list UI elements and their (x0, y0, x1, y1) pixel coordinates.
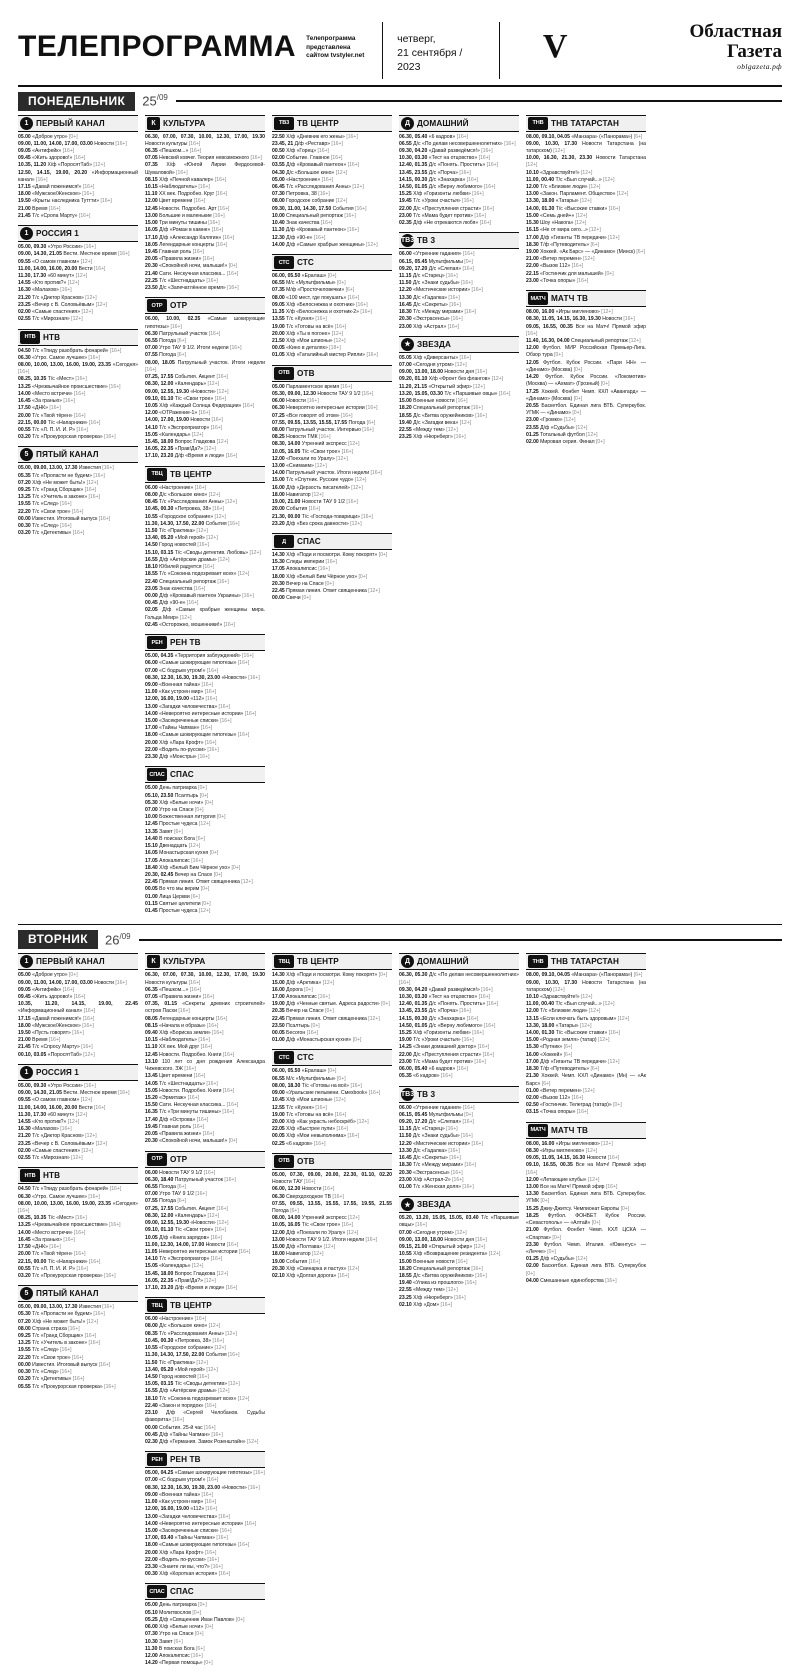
channel-logo-icon: РЕН (147, 636, 167, 649)
channel-block (526, 115, 646, 286)
channel-name: ДОМАШНИЙ (417, 957, 469, 967)
channel-header[interactable] (526, 115, 646, 132)
program-listing: 05.05 Х/ф «Диверсанты» [16+] 07.00 «Сегодня утром» [12+] 09.00, 13.00, 18.00 Новости дня [16+] 09.20, 01.10 Х/ф «Фронт без флангов» [12+] 11.20, 21.15 «Открытый эфир» [12+] 13.20, 15.05, 03.30 Т/с «Паршивые овцы» [16+] 15.00 Военные новости [16+] 18.20 Специальный репортаж [16+] 18.55 Д/с «Битва оружейников» [16+] 19.40 Д/с «Загадки века» [12+] 22.55 «Между тем» [12+] 23.25 Х/ф «Нюрнберг» [16+] (399, 354, 511, 441)
masthead-credit: Телепрограмма представлена сайтом tvstyler.net (306, 35, 365, 60)
channel-name: ТВ 3 (417, 236, 436, 246)
channel-header[interactable] (145, 1151, 265, 1168)
channel-logo-icon: ТВЦ (147, 468, 167, 481)
channel-name: ТНВ ТАТАРСТАН (551, 957, 620, 967)
tuesday-col-4 (399, 953, 519, 1672)
program-listing: 06.00, 05.50 «Ералаш» [0+] 06.55 М/с «Мультфильмы» [0+] 08.00, 18.30 Т/с «Готовы на всё» [16+] 09.00 «Уральские пельмени. Смехbook» [16+] 10.45 Х/ф «Мои шпионы» [12+] 12.55 Т/с «Кухня» [16+] 19.00 Т/с «Готовы на всё» [16+] 20.00 Х/ф «Как украсть небоскрёб» [12+] 22.05 Х/ф «Быстрее пули» [16+] 00.05 Х/ф «Мои невыполнима» [16+] 02.25 «6 кадров» [16+] (272, 1068, 381, 1147)
page-title: ТЕЛЕПРОГРАММА (18, 30, 297, 63)
channel-name: РОССИЯ 1 (36, 1067, 79, 1077)
channel-header[interactable] (272, 1049, 392, 1066)
day-date-number: 25 (142, 93, 157, 109)
program-listing: 06.30, 07.00, 07.30, 10.00, 12.30, 17.00, 19.30 Новости культуры [16+] 06.35 «Пешком...» [16+] 07.05 «Правила жизни» [16+] 07.35, 01.15 «Секреты древних строителей» остров Пасхи [16+] 08.05 Легендарные концерты [16+] 08.15 «Начала и образы» [16+] 09.40 Х/ф «Бориска земли» [16+] 10.15 «Наблюдатель» [16+] 11.10 ХХ век. Мой друг [16+] 12.45 Новости. Подробно. Книги [16+] 13.10 110 лет со дня рождения Александра Чижевского. ЗЖ [16+] 13.45 Цвет времени [16+] 14.05 Т/с «Шестнадцать» [16+] 15.05 Новости. Подробно. Книги [16+] 15.20 «Эрмитаж» [16+] 15.50 Сати. Нескучная классика... [16+] 16.35 Т/с «Три минуты тишины» [16+] 17.40 Д/ф «Острова» [16+] 19.45 Главная роль [16+] 20.05 «Правила жизни» [16+] 20.30 «Спокойной ночи, малыши!» [0+] (145, 972, 265, 1145)
channel-name: РЕН ТВ (170, 638, 201, 648)
channel-block (145, 466, 265, 629)
channel-name: ТВ ЦЕНТР (170, 1301, 212, 1311)
channel-logo-icon: ОТР (147, 299, 167, 312)
program-listing: 05.00 Парламентское время [16+] 05.30, 09.00, 12.30 Новости ТАУ 9 1/2 [16+] 06.00 Новости [16+] 06.30 Невероятно интересные истории [16+] 07.25 «Все говорят об этом» [16+] 07.55, 09.55, 13.55, 15.55, 17.55 Погода [6+] 08.00 Патрульный участок. Интервью [16+] 08.25 Новости ТМК [16+] 08.30, 14.00 Утренний экспресс [12+] 10.05, 16.05 Т/с «Свои трое» [16+] 12.00 «Поехали по Уралу» [12+] 13.00 «Снимаем» [12+] 14.00 Патрульный участок. Итоги недели [16+] 15.00 Т/с «Спутник. Русские чудо» [12+] 16.00 Д/ф «Дерзость писателей» [12+] 18.00 Навигатор [12+] 19.00, 21.00 Новости ТАУ 9 1/2 [16+] 20.00 События [16+] 21.30, 00.00 Т/с «Господа-товарищи» [16+] 23.20 Д/ф «Без срока давности» [12+] (272, 383, 382, 527)
channel-header[interactable] (18, 329, 138, 346)
program-listing: 08.00, 09.10, 04.05 «Манзара» («Панорама») [6+] 09.00, 10.30, 17.30 Новости Татарстана (на татарском) [12+] 10.00, 16.30, 21.30, 23.30 Новости Татарстана [12+] 10.10 «Здравствуйте!» [12+] 11.00, 00.40 Т/с «Был случай...» [12+] 12.00 Т/с «Близкие люди» [12+] 13.00 «Закон. Парламент. Общество» [12+] 13.30, 18.00 «Татары» [12+] 14.00, 01.30 Т/с «Высокие ставки» [16+] 15.00 «Семь дней+» [12+] 15.30 Шоу «Накога» [12+] 16.15 «Не от мира сего...» [12+] 17.00 Д/ф «Гиганты ТВ передачи» [12+] 18.30 Т/ф «Путеводитель» [6+] 19.00 Хоккей. «Ак Барс» — «Динамо» (Минск) [6+] 21.00 «Ветер перемен» [12+] 22.00 «Вызов 112» [16+] 22.15 «Гостинчик для малышей» [0+] 23.00 «Точка опоры» [16+] (526, 133, 646, 284)
channel-block (272, 115, 392, 250)
channel-name: МАТЧ ТВ (551, 294, 588, 304)
program-listing: 05.00, 04.25 «Самые шокирующие гипотезы» [16+] 07.00 «С бодрым утром!» [16+] 08.30, 12.30, 16.30, 19.30, 23.00 «Новости» [16+] 09.00 «Военная тайна» [16+] 11.00 «Как устроен мир» [16+] 12.00, 16.00, 19.00 «112» [16+] 13.00 «Загадки человечества» [16+] 14.00 «Невероятно интересные истории» [16+] 15.00 «Засекреченные списки» [16+] 17.00, 03.40 «Тайны Чапман» [16+] 18.00 «Самые шокирующие гипотезы» [16+] 20.00 Х/ф «Лара Крофт» [16+] 22.00 «Водить по-русски» [16+] 23.30 «Знаете ли вы, что?» [16+] 00.30 Х/ф «Короткая история» [16+] (145, 1470, 265, 1578)
tuesday-col-5 (526, 953, 646, 1672)
program-listing: 05.00, 09.30 «Утро России» [16+] 09.00, 14.30, 21.05 Вести. Местное время [16+] 09.55 «О самом главном» [12+] 11.00, 14.00, 16.00, 20.00 Вести [16+] 11.30, 17.30 «60 минут» [12+] 14.55 «Кто против?» [12+] 16.30 «Малахов» [16+] 21.20 Т/с «Диктор Краснов» [12+] 23.25 «Вечер с В. Соловьёвым» [12+] 02.00 «Самые спастения» [12+] 02.55 Т/с «Мирозная» [12+] (18, 1082, 130, 1162)
channel-header[interactable] (272, 953, 392, 970)
channel-logo-icon: ТВ3 (401, 1088, 414, 1101)
channel-name: ТВ ЦЕНТР (170, 469, 212, 479)
channel-logo-icon: МАТЧ (528, 1124, 548, 1137)
monday-col-2 (145, 115, 265, 921)
program-listing: 05.00 День патриарха [0+] 05.10 Молитвослов [0+] 05.25 Д/ф «Священник Иван Павлов» [0+] 06.00 Х/ф «Белые ночи» [0+] 07.30 Утро на Спасе [0+] 10.30 Завет [6+] 11.30 В поисках Бога [6+] 12.00 Апокалипсис [16+] 14.20 «Первая помощь» [0+] (145, 1602, 245, 1667)
program-listing: 06.00 «Настроение» [16+] 08.00 Д/с «Большое кино» [12+] 08.45 Т/с «Расследования Анны» [12+] 10.45, 00.30 «Петровка, 38» [16+] 10.55 «Городское собрание» [12+] 11.30, 14.30, 17.50, 22.00 События [16+] 11.50 Т/с «Практика» [12+] 13.40, 05.20 «Мой герой» [12+] 14.50 Город новостей [16+] 15.10, 03.15 Т/с «Своды детектив. Любовь» [12+] 16.55 Д/ф «Актёрские драмы» [12+] 18.10 Юбилей радуется [16+] 18.55 Т/с «Сокоина подозревает всех» [12+] 22.40 Специальный репортаж [16+] 23.05 Знак качества [16+] 00.00 Д/ф «Кровавый пантеон Украины» [16+] 00.45 Д/ф «90-е» [16+] 02.05 Д/ф «Самые храбрые женщины мира. Гольда Меир» [12+] 02.45 «Осторожно, мошенники!» [16+] (145, 484, 265, 628)
channel-logo-icon: НТВ (20, 331, 40, 344)
publisher-name-line1: Областная (689, 21, 782, 42)
channel-name: ОТВ (297, 368, 315, 378)
program-listing: 06.30, 05.30 Д/с «По делам несовершеннолетних» [16+] 09.30, 04.20 «Давай разведёмся!» [16+] 10.30, 03.30 «Тест на отцовство» [16+] 12.40, 01.35 Д/с «Понять. Простить» [16+] 13.45, 23.55 Д/с «Порча» [16+] 14.15, 00.30 Д/с «Знахарка» [16+] 14.50, 01.05 Д/с «Верну любимого» [16+] 15.25 Х/ф «Горизонты любви» [16+] 19.00 Т/с «Уроки счастья» [16+] 14.25 «Знаки домашний доктор» [16+] 22.00 Д/с «Преступления страсти» [16+] 23.00 Т/с «Мама будет против» [16+] 06.00, 05.40 «6 кадров» [16+] 05.35 «6 кадров» [16+] (399, 972, 520, 1080)
monday-col-3 (272, 115, 392, 921)
channel-header[interactable] (18, 1064, 138, 1081)
channel-logo-icon: ★ (401, 338, 414, 351)
tuesday-col-3 (272, 953, 392, 1672)
channel-header[interactable] (526, 953, 646, 970)
day-date-number: 26 (105, 932, 120, 948)
program-listing: 05.00, 09.00, 13.00, 17.30 Известия [16+] 05.30 Т/с «Пропасти не будем» [16+] 07.20 Х/ф «Не может быть!» [12+] 08.00 Страна страха [16+] 09.25 Т/с «Гранд Сборщик» [16+] 13.25 Т/с «Учитель в законе» [16+] 19.55 Т/с «След» [16+] 22.20 Т/с «Свои трое» [16+] 00.00 Известия. Итоговый выпуск [16+] 00.30 Т/с «След» [16+] 03.20 Т/с «Детективы» [16+] 05.55 Т/с «Прокурорская проверка» [16+] (18, 1304, 116, 1390)
monday-col-4 (399, 115, 519, 921)
channel-header[interactable] (399, 953, 519, 970)
channel-header[interactable] (399, 1086, 519, 1103)
program-listing: 06.00 «Настроение» [16+] 08.00 Д/с «Большое кино» [12+] 08.35 Т/с «Расследования Анны» [12+] 10.45, 00.30 «Петровка, 38» [16+] 10.55 «Городское собрание» [12+] 11.30, 14.30, 17.50, 22.00 События [16+] 11.50 Т/с «Практика» [12+] 13.40, 05.20 «Мой герой» [12+] 14.50 Город новостей [16+] 15.05, 03.15 Т/с «Своды детектив» [12+] 16.55 Д/ф «Актёрские драмы» [12+] 18.10 Т/с «Сокоина подозревает всех» [12+] 22.40 «Закон и порядок» [16+] 23.10 Д/ф «Сергей Челобанов. Судьбы фаворита» [16+] 00.00 События. 25-й час [16+] 00.45 Д/ф «Тайны Чапман» [16+] 02.30 Д/ф «Германия. Замок Розенштайн» [12+] (145, 1316, 265, 1445)
channel-block (272, 533, 392, 603)
channel-header[interactable] (145, 1583, 265, 1600)
channel-header[interactable] (18, 953, 138, 970)
channel-block (272, 254, 392, 360)
channel-block (18, 329, 138, 442)
program-listing: 05.00 День патриарха [0+] 05.10, 23.50 Псалтырь [0+] 05.30 Х/ф «Белые ночи» [0+] 07.00 Утро на Спасе [0+] 10.00 Божественная литургия [0+] 12.45 Простые чудеса [12+] 13.35 Завет [6+] 14.40 В поисках Бога [6+] 15.10 Двенадцать [12+] 16.05 Монастырская кухня [0+] 17.05 Апокалипсис [16+] 18.40 Х/ф «Белый Бим Чёрное ухо» [0+] 20.30, 02.45 Вечер на Спасе [0+] 22.45 Прямая линия. Ответ священника [12+] 00.05 Во что мы верим [0+] 01.00 Лица Церкви [6+] 01.15 Святые целители [0+] 01.45 Простые чудеса [12+] (145, 785, 253, 915)
band-rule (176, 100, 782, 102)
channel-name: ОТВ (297, 1156, 315, 1166)
channel-block (399, 232, 519, 330)
issue-date-value: 21 сентября / 2023 (397, 47, 463, 74)
tuesday-col-2 (145, 953, 265, 1672)
channel-logo-icon: ОТВ (274, 367, 294, 380)
program-listing: 06.00 Новости ТАУ 9 1/2 [16+] 06.30, 18.40 Патрульный участок [16+] 06.55 Погода [6+] 07.00 Утро ТАУ 9 1/2 [16+] 07.55 Погода [6+] 07.25, 17.55 События. Акцент [16+] 08.30, 12.00 «Календарь» [12+] 09.00, 12.55, 19.30 «Новости» [12+] 09.10, 01.10 Т/с «Свои трое» [16+] 10.05 Д/ф «Книга зарядов» [16+] 11.00, 12.30, 14.00, 17.00 Новости [16+] 11.05 Невероятно интересные истории [16+] 14.10 Т/с «Экспроприатор» [16+] 15.05 «Календарь» [12+] 15.45, 18.00 Вопрос Гладкова [12+] 16.05, 22.35 «Прав!Да?» [12+] 17.10, 23.20 Д/ф «Время и люди» [16+] (145, 1169, 251, 1292)
channel-logo-icon: Д (274, 535, 294, 548)
channel-block (526, 953, 646, 1116)
channel-name: ЗВЕЗДА (417, 339, 451, 349)
day-band-monday (18, 92, 782, 111)
channel-logo-icon: 5 (20, 1287, 33, 1300)
channel-header[interactable] (18, 1167, 138, 1184)
channel-name: ОТР (170, 1154, 188, 1164)
channel-name: МАТЧ ТВ (551, 1125, 588, 1135)
channel-block (145, 297, 265, 460)
channel-block (145, 1583, 265, 1667)
channel-block (272, 1049, 392, 1147)
channel-logo-icon: 1 (20, 1066, 33, 1079)
program-listing: 08.00, 09.10, 04.05 «Манзара» («Панорама») [6+] 09.00, 10.30, 17.30 Новости Татарстана (на татарском) [12+] 10.10 «Здравствуйте!» [12+] 11.00, 00.40 Т/с «Был случай...» [12+] 12.00 Т/с «Близкие люди» [12+] 13.15 «Если ключать быть здоровым» [12+] 13.30, 18.00 «Татары» [12+] 14.00, 01.30 Т/с «Высокие ставки» [16+] 15.00 «Родная земля» (татар) [12+] 15.30 «Путник» [6+] 16.00 «Хоккей» [6+] 17.00 Д/ф «Гиганты ТВ передачи» [12+] 18.30 Т/ф «Путеводитель» [6+] 21.30 Хоккей. Чемп. КХЛ «Динамо» (Мн) — «Ак Барс» [6+] 01.00 «Ветер перемен» [12+] 02.00 «Вызов 112» [16+] 02.50 «Гостинчик. Телеград (татар)» [0+] 03.15 «Точка опоры» [16+] (526, 972, 646, 1116)
channel-logo-icon: СПАС (147, 1585, 167, 1598)
channel-logo-icon: К (147, 117, 160, 130)
day-date (105, 932, 131, 947)
channel-header[interactable] (272, 533, 392, 550)
channel-name: ТВ 3 (417, 1089, 436, 1099)
channel-logo-icon: НТВ (20, 1169, 40, 1182)
channel-header[interactable] (145, 1451, 265, 1468)
channel-logo-icon: ОТР (147, 1153, 167, 1166)
channel-logo-icon: Д (401, 117, 414, 130)
program-listing: 06.00 «Утренние гадания» [16+] 06.15, 05.45 Мультфильмы [0+] 09.20, 17.20 Д/с «Слепая» [16+] 11.15 Д/с «Старец» [16+] 11.50 Д/с «Знаки судьбы» [16+] 12.20 «Мистические истории» [16+] 13.30 Д/с «Гадалка» [16+] 16.45 Д/с «Секреты» [16+] 18.30 Т/с «Между мирами» [16+] 20.30 «Экстрасенсы» [16+] 23.00 Х/ф «Астрал» [16+] (399, 251, 483, 330)
channel-name: СТС (297, 258, 314, 268)
channel-header[interactable] (145, 466, 265, 483)
channel-block (145, 766, 265, 915)
program-listing: 05.00, 09.00, 13.00, 17.30 Известия [16+] 05.35 Т/с «Пропасти не будем» [16+] 07.20 Х/ф «Не может быть!» [12+] 09.25 Т/с «Гранд Сборщик» [16+] 13.25 Т/с «Учитель в законе» [16+] 19.55 Т/с «След» [16+] 22.20 Т/с «Свои трое» [16+] 00.00 Известия. Итоговый выпуск [16+] 00.30 Т/с «След» [16+] 03.20 Т/с «Детективы» [16+] (18, 465, 114, 537)
channel-logo-icon: СТС (274, 1051, 294, 1064)
channel-name: ОТР (170, 301, 188, 311)
channel-name: СПАС (170, 770, 194, 780)
channel-block (526, 290, 646, 446)
channel-name: СПАС (297, 537, 321, 547)
day-divider (18, 924, 782, 925)
channel-header[interactable] (145, 297, 265, 314)
channel-block (145, 953, 265, 1145)
channel-header[interactable] (145, 115, 265, 132)
channel-block (145, 1451, 265, 1578)
channel-block (399, 115, 519, 228)
channel-name: НТВ (43, 332, 61, 342)
program-listing: 05.00, 04.35 «Территория заблуждений» [16+] 06.00 «Самые шокирующие гипотезы» [16+] 07.00 «С бодрым утром!» [16+] 08.30, 12.30, 16.30, 19.30, 23.00 «Новости» [16+] 09.00 «Военная тайна» [16+] 11.00 «Как устроен мир» [16+] 12.00, 16.00, 19.00 «112» [16+] 13.00 «Загадки человечества» [16+] 14.00 «Невероятно интересные истории» [16+] 15.00 «Засекреченные списки» [16+] 17.00 «Тайны Чапман» [16+] 18.00 «Самые шокирующие гипотезы» [16+] 20.00 Х/ф «Лара Крофт» [16+] 22.00 «Водить по-русски» [16+] 23.30 Д/ф «Монстры» [16+] (145, 653, 260, 761)
channel-name: ДОМАШНИЙ (417, 118, 469, 128)
monday-col-5 (526, 115, 646, 921)
channel-name: СТС (297, 1053, 314, 1063)
channel-name: ТВ ЦЕНТР (297, 118, 339, 128)
channel-block (18, 225, 138, 323)
channel-name: РЕН ТВ (170, 1455, 201, 1465)
program-listing: 06.30, 05.40 «6 кадров» [16+] 06.55 Д/с «По делам несовершеннолетних» [16+] 09.30, 04.20 «Давай разведёмся!» [16+] 10.30, 03.30 «Тест на отцовство» [16+] 12.40, 01.35 Д/с «Понять. Простить» [16+] 13.45, 23.55 Д/с «Порча» [16+] 14.15, 00.30 Д/с «Знахарка» [16+] 14.50, 01.05 Д/с «Верну любимого» [16+] 15.25 Х/ф «Горизонты любви» [16+] 19.45 Т/с «Уроки счастья» [16+] 22.00 Д/с «Преступления страсти» [16+] 23.00 Т/с «Мама будет против» [16+] 02.35 Д/ф «Не отрекаются любя» [16+] (399, 133, 516, 227)
channel-name: СПАС (170, 1587, 194, 1597)
channel-header[interactable] (526, 1122, 646, 1139)
program-listing: 06.00 «Утренние гадания» [16+] 06.15, 05.45 Мультфильмы [0+] 09.20, 17.20 Д/с «Слепая» [16+] 11.15 Д/с «Старец» [16+] 11.50 Д/с «Знаки судьбы» [16+] 12.20 «Мистические истории» [16+] 13.30 Д/с «Гадалка» [16+] 16.45 Д/с «Секреты» [16+] 18.30 Т/с «Между мирами» [16+] 20.30 «Экстрасенсы» [16+] 23.00 Х/ф «Астрал-2» [16+] 01.00 Т/с «Женская доля» [16+] (399, 1104, 483, 1190)
program-listing: 05.00 «Доброе утро» [0+] 09.00, 11.00, 14.00, 17.00, 03.00 Новости [16+] 09.05 «Антифейк» [16+] 09.45 «Жить здорово!» [16+] 10.35, 11.20, 14.15, 19.00, 22.45 «Информационный канал» [16+] 17.15 «Давай поженимся!» [16+] 18.00 «Мужское/Женское» [16+] 19.50 «Пусть говорят» [16+] 21.00 Время [16+] 21.45 Т/с «Спросу Марту» [16+] 00.10, 03.05 «ПоросятТаб» [12+] (18, 972, 138, 1058)
channel-header[interactable] (18, 446, 138, 463)
channel-logo-icon: Д (401, 955, 414, 968)
channel-logo-icon: РЕН (147, 1453, 167, 1466)
channel-block (18, 1064, 138, 1162)
channel-logo-icon: 1 (20, 955, 33, 968)
publisher-website: oblgazeta.рф (737, 61, 782, 71)
channel-logo-icon: ОТВ (274, 1155, 294, 1168)
channel-logo-icon: ТВ3 (274, 117, 294, 130)
channel-logo-icon: СТС (274, 256, 294, 269)
channel-logo-icon: К (147, 955, 160, 968)
masthead (18, 22, 782, 87)
publisher-name-line2: Газета (726, 40, 782, 62)
day-band-tuesday (18, 930, 782, 949)
channel-header[interactable] (399, 115, 519, 132)
program-listing: 06.00, 10.00, 02.35 «Самые шокирующие гипотезы» [16+] 06.30 Патрульный участок [16+] 06.55 Погода [6+] 07.00 Утро ТАУ 9 1/2. Итоги недели [16+] 07.55 Погода [6+] 08.00, 18.05 Патрульный участок. Итоги недели [16+] 07.25, 17.55 События. Акцент [16+] 08.30, 12.00 «Календарь» [12+] 09.00, 12.55, 19.30 «Новости» [12+] 09.10, 01.10 Т/с «Свои трое» [16+] 10.05 Х/ф «Каждый Солнца Федерации» [16+] 12.00 «ОТРажение-1» [16+] 14.00, 17.00, 19.00 Новости [16+] 14.10 Т/с «Экспроприатор» [16+] 15.05 «Календарь» [12+] 15.45, 18.00 Вопрос Гладкова [12+] 16.05, 22.35 «Прав!Да?» [12+] 17.10, 23.20 Д/ф «Время и люди» [16+] (145, 316, 266, 460)
channel-block (272, 953, 392, 1044)
channel-name: НТВ (43, 1171, 61, 1181)
program-listing: 06.30, 07.00, 07.30, 10.00, 12.30, 17.00, 19.30 Новости культуры [16+] 06.35 «Пешком...» [16+] 07.05 Невский ковчег. Теория невозможного [16+] 07.35 Х/ф «Юнгой Лирии Фердосевой-Шуваловой» [16+] 08.15 Х/ф «Печной кавалер» [16+] 10.15 «Наблюдатель» [16+] 11.10 ХХ век. Подробно. Круг [16+] 12.00 Цвет времени [16+] 12.45 Новости. Подробно. Арт [16+] 13.00 Большие и маленькие [16+] 15.00 Три минуты тишины [16+] 16.05 Д/ф «Роман в камне» [16+] 17.10 Д/ф «Александр Калягин» [16+] 18.05 Легендарные концерты [16+] 19.45 Главная роль [16+] 20.05 «Правила жизни» [16+] 20.30 «Спокойной ночи, малыши!» [0+] 21.40 Сати. Нескучная классика... [16+] 22.25 Т/с «Шестнадцать» [16+] 23.50 Д/с «Запечатлённое время» [16+] (145, 133, 265, 292)
channel-header[interactable] (145, 1297, 265, 1314)
channel-name: ПЕРВЫЙ КАНАЛ (36, 118, 105, 128)
channel-header[interactable] (272, 254, 392, 271)
channel-name: ПЯТЫЙ КАНАЛ (36, 1289, 99, 1299)
tuesday-col-1 (18, 953, 138, 1672)
channel-header[interactable] (526, 290, 646, 307)
channel-logo-icon: ТНВ (528, 117, 548, 130)
channel-logo-icon: ТВЦ (274, 955, 294, 968)
channel-block (145, 115, 265, 293)
channel-header[interactable] (18, 225, 138, 242)
channel-header[interactable] (399, 336, 519, 353)
channel-name: РОССИЯ 1 (36, 229, 79, 239)
channel-name: ТВ ЦЕНТР (297, 957, 339, 967)
channel-block (145, 1151, 265, 1293)
band-rule (139, 939, 782, 941)
day-date-month: /09 (119, 932, 131, 942)
program-listing: 14.30 Х/ф «Поди и посмотри. Кому покорят» [0+] 15.30 Следы империи [16+] 17.05 Апокалипсис [16+] 18.00 Х/ф «Белый Бим Чёрное ухо» [0+] 20.30 Вечер на Спасе [0+] 22.45 Прямая линия. Ответ священника [12+] 00.00 Свечи [0+] (272, 552, 388, 602)
channel-name: ТНВ ТАТАРСТАН (551, 118, 620, 128)
monday-col-1 (18, 115, 138, 921)
channel-header[interactable] (18, 115, 138, 132)
monday-columns (18, 115, 782, 921)
channel-block (526, 1122, 646, 1285)
channel-header[interactable] (18, 1285, 138, 1302)
channel-header[interactable] (145, 953, 265, 970)
program-listing: 14.30 Х/ф «Поди и посмотри. Кому покорят» [0+] 15.00 Д/ф «Арктика» [12+] 16.00 Дорога [0+] 17.00 Апокалипсис [16+] 19.00 Д/ф «Ченные святые. Адреса радости» [0+] 20.35 Вечер на Спасе [0+] 22.45 Прямая линия. Ответ священника [12+] 23.50 Псалтырь [0+] 00.05 Бесогон [16+] 01.00 Д/ф «Монастырская кухня» [0+] (272, 972, 390, 1044)
publisher-logo (690, 22, 782, 71)
channel-block (18, 1285, 138, 1391)
channel-block (18, 1167, 138, 1280)
channel-logo-icon: МАТЧ (528, 292, 548, 305)
program-listing: 06.00, 05.50 «Ералаш» [0+] 06.55 М/с «Мультфильмы» [0+] 07.35 М/ф «Просточеловечки» [6+] 08.00 «100 мест, где покушать» [16+] 09.05 Х/ф «Белоснежка и охотник» [16+] 11.35 Х/ф «Белоснежка и охотник-2» [16+] 13.55 Т/с «Кухня» [16+] 19.00 Т/с «Готовы на всё» [16+] 20.00 Х/ф «Ты в погоне» [12+] 21.50 Х/ф «Мои шпионы» [12+] 00.05 «Кино в деталях» [18+] 01.05 Х/ф «Гаталийный мистер Рипли» [16+] (272, 273, 378, 359)
issue-weekday: четверг, (397, 33, 436, 45)
day-name: ВТОРНИК (18, 930, 98, 949)
channel-name: КУЛЬТУРА (163, 118, 206, 128)
program-listing: 05.00, 07.30, 09.00, 20.00, 22.30, 01.10, 02.20 Новости ТАУ [16+] 06.00, 12.30 Новости [16+] 06.30 Сверхдоходное ТВ [16+] 07.55, 09.55, 13.55, 15.55, 17.55, 19.55, 21.55 Погода [6+] 08.00, 14.00 Утренний экспресс [12+] 10.05, 16.05 Т/с «Свои трое» [16+] 12.00 Д/ф «Поехали по Уралу» [12+] 13.00 Новости ТАУ 9 1/2. Итоги недели [16+] 15.00 Д/ф «Полтава» [12+] 18.00 Навигатор [12+] 19.00 События [16+] 20.30 Х/ф «Свинарка и пастух» [12+] 02.10 Х/ф «Долгая дорога» [16+] (272, 1171, 392, 1279)
channel-header[interactable] (272, 365, 392, 382)
channel-block (18, 115, 138, 221)
channel-name: ЗВЕЗДА (417, 1200, 451, 1210)
channel-block (272, 1153, 392, 1280)
channel-name: ПЯТЫЙ КАНАЛ (36, 450, 99, 460)
channel-header[interactable] (399, 232, 519, 249)
program-listing: 22.50 Х/ф «Дневник его жены» [16+] 23.45, 21 Д/ф «Реставр» [16+] 00.50 Х/ф «Горец» [16+] 02.00 Событие. Главное [16+] 03.55 Д/ф «Кровавый пантеон» [16+] 04.30 Д/с «Большое кино» [12+] 05.00 «Настроение» [16+] 06.45 Т/с «Расследования Анны» [12+] 07.30 Петровка, 38 [16+] 08.00 Городское собрание [12+] 09.30, 11.00, 14.30, 17.50 События [16+] 10.00 Специальный репортаж [16+] 10.40 Знак качества [16+] 11.30 Д/ф «Кровавый пантеон» [16+] 12.30 Д/ф «90-е» [16+] 14.00 Д/ф «Самые храбрые женщины» [12+] (272, 133, 378, 248)
program-listing: 08.00, 16.00 «Игры мигленово» [12+] 08.30 «Игры мигленово» [12+] 09.05, 11.05, 14.15, 16.30 Новости [16+] 09.10, 16.55, 00.35 Все на Матч! Прямой эфир [16+] 12.00 «Летающие клубы» [12+] 13.00 Все на Матч! Прямой эфир [16+] 13.30 Баскетбол. Единая лига ВТБ. Суперкубок. УГМК [0+] 15.25 Джиу-Джитсу. Чемпионат Европы [0+] 18.25 Футбол. ФОНБЕТ Кубок России. «Севастополь» — «Алтай» [0+] 21.00 Футбол. Фонбет Чемп. КХЛ ЦСКА — «Спартак» [0+] 23.30 Футбол. Чемп. Италия. «Ювентус» — «Лечче» [0+] 01.25 Д/ф «Судьбы» [12+] 02.00 Баскетбол. Единая лига ВТБ. Суперкубок [0+] 04.00 Смешанные единоборства [16+] (526, 1140, 646, 1284)
issue-date (382, 22, 500, 79)
channel-header[interactable] (272, 1153, 392, 1170)
channel-block (145, 634, 265, 761)
channel-header[interactable] (399, 1196, 519, 1213)
channel-logo-icon: 1 (20, 227, 33, 240)
program-listing: 05.20, 13.20, 15.05, 15.05, 03.40 Т/с «Паршивые овцы» [16+] 07.00 «Сегодня утром» [12+] 09.00, 13.00, 18.00 Новости дня [16+] 09.15, 21.00 «Открытый эфир» [12+] 10.55 Х/ф «Возвращение резидента» [12+] 15.00 Военные новости [16+] 18.20 Специальный репортаж [16+] 18.55 Д/с «Битва оружейников» [16+] 19.40 «Улика из прошлого» [16+] 22.55 «Между тем» [12+] 23.25 Х/ф «Нюрнберг» [16+] 02.10 Х/ф «Дом» [16+] (399, 1215, 519, 1308)
day-name: ПОНЕДЕЛЬНИК (18, 92, 135, 111)
tuesday-columns (18, 953, 782, 1672)
day-date (142, 93, 168, 108)
channel-block (399, 1086, 519, 1192)
program-listing: 04.50 Т/с «Тпиду разобрать фонарей» [16+] 06.30 «Утро. Самое лучшее» [16+] 08.00, 10.00, 13.00, 16.00, 19.00, 23.35 «Сегодня» [16+] 08.25, 10.35 Т/с «Мест» [16+] 13.25 «Чрезвычайное происшествие» [16+] 14.00 «Место встречи» [16+] 16.45 «За гранью» [16+] 17.50 «ДНК» [16+] 20.00 Т/с «Твой тёрен» [16+] 22.15, 00.00 Т/с «Напарники» [16+] 00.55 Т/с «Л. П. И. И. Р» [16+] 03.20 Т/с «Прокурорская проверка» [16+] (18, 347, 138, 441)
channel-block (18, 953, 138, 1059)
channel-logo-icon: 1 (20, 117, 33, 130)
channel-header[interactable] (145, 766, 265, 783)
section-letter: V (542, 28, 568, 65)
channel-block (272, 365, 392, 528)
channel-logo-icon: ТНВ (528, 955, 548, 968)
channel-logo-icon: 5 (20, 448, 33, 461)
channel-logo-icon: ★ (401, 1198, 414, 1211)
program-listing: 04.50 Т/с «Тпиду разобрать фонарей» [16+] 06.30 «Утро. Самое лучшее» [16+] 08.00, 10.00, 13.00, 16.00, 19.00, 23.35 «Сегодня» [16+] 08.25, 10.35 Т/с «Мест» [16+] 13.25 «Чрезвычайное происшествие» [16+] 14.00 «Место встречи» [16+] 16.45 «За гранью» [16+] 17.50 «ДНК» [16+] 20.00 Т/с «Твой тёрен» [16+] 22.15, 00.00 Т/с «Напарники» [16+] 00.55 Т/с «Л. П. И. И. Р» [16+] 03.20 Т/с «Прокурорская проверка» [16+] (18, 1186, 138, 1279)
channel-block (18, 446, 138, 537)
channel-block (145, 1297, 265, 1446)
channel-logo-icon: СПАС (147, 768, 167, 781)
channel-logo-icon: ТВ3 (401, 234, 414, 247)
program-listing: 08.00, 16.00 «Игры мигленово» [12+] 08.30, 11.05, 14.15, 16.30, 19.30 Новости [16+] 09.05, 16.55, 00.35 Все на Матч! Прямой эфир [16+] 11.40, 16.30, 04.00 Специальный репортаж [12+] 12.00 Футбол. МИР Российская Премьер-Лига. Обзор тура [0+] 12.05 Футбол. Кубок России. «Пари НН» — «Динамо» (Москва) [0+] 14.20 Футбол. Кубок России. «Локомотив» (Москва) — «Ахмат» (Грозный) [0+] 17.25 Хоккей. Фонбет Чемп. КХЛ «Авангард» — «Динамо» (Москва) [0+] 20.55 Баскетбол. Единая лига ВТБ. Суперкубок. УГМК — «Динамо» [0+] 23.00 «Громко» [12+] 23.55 Д/ф «Судьбы» [12+] 01.25 Тотальный футбол [12+] 02.00 Мировая серия. Финал [0+] (526, 309, 646, 446)
channel-block (399, 336, 519, 442)
channel-block (399, 953, 519, 1080)
channel-name: КУЛЬТУРА (163, 957, 206, 967)
channel-logo-icon: ТВЦ (147, 1299, 167, 1312)
program-listing: 05.00, 09.30 «Утро России» [16+] 09.00, 14.30, 21.05 Вести. Местное время [16+] 09.55 «О самом главном» [12+] 11.00, 14.00, 16.00, 20.00 Вести [16+] 11.30, 17.30 «60 минут» [12+] 14.55 «Кто против?» [12+] 16.30 «Малахов» [16+] 21.20 Т/с «Диктор Краснов» [12+] 23.25 «Вечер с В. Соловьёвым» [12+] 02.00 «Самые спастения» [12+] 02.55 Т/с «Мирозная» [12+] (18, 244, 130, 323)
channel-block (399, 1196, 519, 1309)
program-listing: 05.00 «Доброе утро» [0+] 09.00, 11.00, 14.00, 17.00, 03.00 Новости [16+] 09.05 «Антифейк» [16+] 09.45 «Жить здорово!» [16+] 10.35, 11.20 Х/ф «ПоросятТаб» [12+] 12.50, 14.15, 19.00, 20.20 «Информационный канал» [16+] 17.15 «Давай поженимся!» [16+] 18.00 «Мужское/Женское» [16+] 19.50 «Крыты наследника Туттти» [16+] 21.00 Время [16+] 21.45 Т/с «Сропа Марту» [16+] (18, 133, 138, 219)
channel-name: ПЕРВЫЙ КАНАЛ (36, 957, 105, 967)
day-date-month: /09 (156, 93, 168, 103)
channel-header[interactable] (272, 115, 392, 132)
channel-header[interactable] (145, 634, 265, 651)
